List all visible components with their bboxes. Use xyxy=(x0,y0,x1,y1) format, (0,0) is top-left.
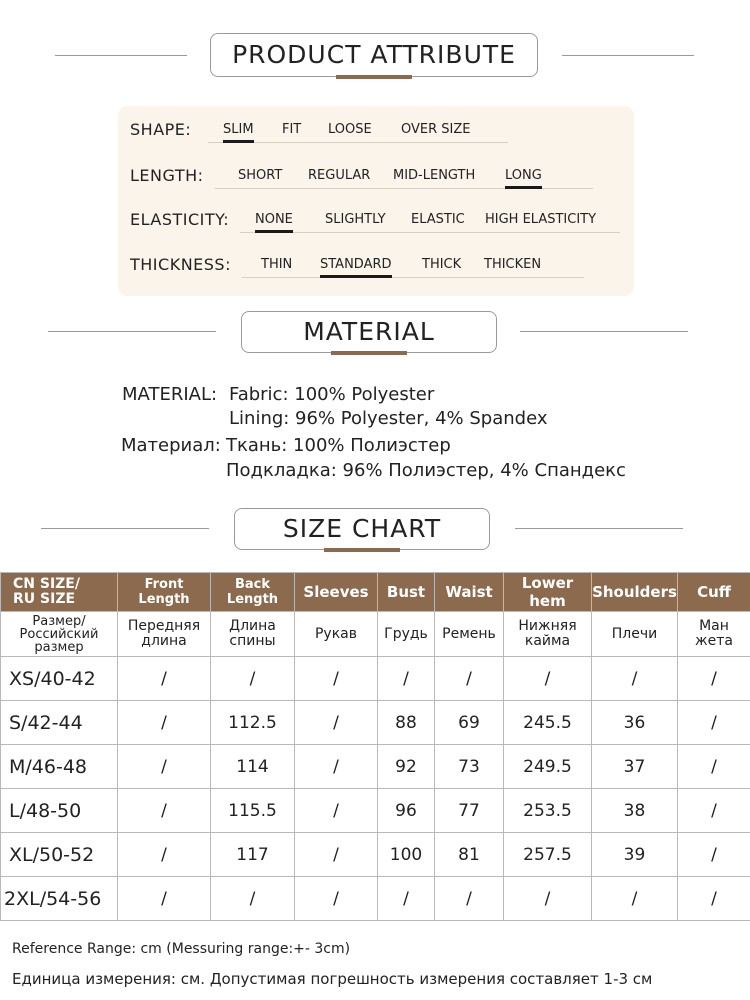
table-cell: / xyxy=(592,657,678,701)
table-cell: / xyxy=(295,833,378,877)
attribute-option: MID-LENGTH xyxy=(393,168,476,183)
table-cell: 257.5 xyxy=(504,833,592,877)
table-cell: 36 xyxy=(592,701,678,745)
table-cell: / xyxy=(295,877,378,921)
table-cell: 77 xyxy=(435,789,504,833)
column-header-ru: Ман жета xyxy=(678,612,750,657)
table-cell: 117 xyxy=(211,833,295,877)
table-cell: / xyxy=(592,877,678,921)
column-header-ru: Размер/ Российский размер xyxy=(1,612,118,657)
table-cell: / xyxy=(295,701,378,745)
table-cell: / xyxy=(678,657,750,701)
title-underline xyxy=(336,75,412,79)
table-cell: / xyxy=(118,657,211,701)
table-cell: 88 xyxy=(378,701,435,745)
table-cell: 37 xyxy=(592,745,678,789)
attribute-option: HIGH ELASTICITY xyxy=(485,212,597,227)
table-cell: / xyxy=(211,657,295,701)
table-cell: / xyxy=(504,657,592,701)
table-cell: 38 xyxy=(592,789,678,833)
table-row xyxy=(1,657,750,701)
attribute-label: SHAPE: xyxy=(130,120,192,139)
table-row xyxy=(1,701,750,745)
table-cell: 115.5 xyxy=(211,789,295,833)
attribute-option: OVER SIZE xyxy=(401,122,471,137)
attribute-option: LONG xyxy=(505,168,542,183)
size-label-cell: L/48-50 xyxy=(1,789,118,833)
reference-note-ru: Единица измерения: см. Допустимая погрешность измерения составляет 1-3 см xyxy=(12,970,653,988)
table-cell: / xyxy=(118,789,211,833)
table-cell: / xyxy=(295,657,378,701)
section-title: SIZE CHART xyxy=(282,514,442,543)
table-cell: 114 xyxy=(211,745,295,789)
divider-line xyxy=(55,55,187,56)
column-header: Waist xyxy=(435,573,504,612)
attribute-option: NONE xyxy=(255,212,293,227)
material-banner xyxy=(241,311,497,353)
attribute-option: THICKEN xyxy=(484,257,542,272)
table-cell: 39 xyxy=(592,833,678,877)
attribute-option: REGULAR xyxy=(308,168,371,183)
table-cell: / xyxy=(118,745,211,789)
column-header: Cuff xyxy=(678,573,750,612)
table-cell: / xyxy=(118,877,211,921)
size-label-cell: 2XL/54-56 xyxy=(1,877,118,921)
size-label-cell: XL/50-52 xyxy=(1,833,118,877)
material-fabric-en: Fabric: 100% Polyester xyxy=(229,384,435,405)
material-lining-ru: Подкладка: 96% Полиэстер, 4% Спандекс xyxy=(226,460,626,481)
table-cell: / xyxy=(378,877,435,921)
product-attribute-banner xyxy=(210,33,538,77)
size-label-cell: M/46-48 xyxy=(1,745,118,789)
column-header: Bust xyxy=(378,573,435,612)
divider-line xyxy=(515,528,683,529)
title-underline xyxy=(331,351,407,355)
table-cell: / xyxy=(295,789,378,833)
table-cell: / xyxy=(118,701,211,745)
attribute-option: SLIM xyxy=(223,122,254,137)
divider-line xyxy=(41,528,209,529)
divider-line xyxy=(48,331,216,332)
table-cell: 69 xyxy=(435,701,504,745)
material-lining-en: Lining: 96% Polyester, 4% Spandex xyxy=(229,408,548,429)
title-underline xyxy=(324,548,400,552)
table-row xyxy=(1,833,750,877)
table-cell: / xyxy=(435,877,504,921)
attribute-panel xyxy=(118,106,634,296)
attribute-label: THICKNESS: xyxy=(130,255,231,274)
table-row xyxy=(1,877,750,921)
selected-mark xyxy=(255,230,293,233)
reference-note-en: Reference Range: cm (Messuring range:+- 3cm) xyxy=(12,941,351,957)
table-cell: / xyxy=(678,877,750,921)
size-label-cell: S/42-44 xyxy=(1,701,118,745)
column-header-ru: Грудь xyxy=(378,612,435,657)
section-title: PRODUCT ATTRIBUTE xyxy=(232,40,516,69)
table-cell: 253.5 xyxy=(504,789,592,833)
attribute-option: SHORT xyxy=(238,168,283,183)
table-cell: 81 xyxy=(435,833,504,877)
size-label-cell: XS/40-42 xyxy=(1,657,118,701)
column-header-ru: Плечи xyxy=(592,612,678,657)
column-header: Shoulders xyxy=(592,573,678,612)
column-header: Lower hem xyxy=(504,573,592,612)
attribute-option: THICK xyxy=(422,257,462,272)
table-cell: / xyxy=(504,877,592,921)
material-fabric-ru: Ткань: 100% Полиэстер xyxy=(226,435,451,456)
column-header-ru: Ремень xyxy=(435,612,504,657)
size-chart-banner xyxy=(234,508,490,550)
attribute-rule xyxy=(242,277,584,278)
table-cell: 112.5 xyxy=(211,701,295,745)
table-cell: / xyxy=(678,745,750,789)
column-header: Front Length xyxy=(118,573,211,612)
column-header-ru: Нижняя кайма xyxy=(504,612,592,657)
selected-mark xyxy=(320,275,392,278)
table-cell: / xyxy=(211,877,295,921)
table-cell: 96 xyxy=(378,789,435,833)
table-cell: 245.5 xyxy=(504,701,592,745)
size-table-body xyxy=(1,657,750,921)
column-header: Back Length xyxy=(211,573,295,612)
table-cell: 100 xyxy=(378,833,435,877)
table-row xyxy=(1,745,750,789)
attribute-label: ELASTICITY: xyxy=(130,210,230,229)
section-title: MATERIAL xyxy=(303,317,435,346)
table-cell: 249.5 xyxy=(504,745,592,789)
selected-mark xyxy=(223,140,254,143)
table-cell: / xyxy=(295,745,378,789)
header-row-ru xyxy=(1,612,750,657)
table-cell: / xyxy=(118,833,211,877)
table-cell: / xyxy=(435,657,504,701)
selected-mark xyxy=(505,186,542,189)
attribute-label: LENGTH: xyxy=(130,166,204,185)
attribute-option: SLIGHTLY xyxy=(325,212,386,227)
table-cell: 92 xyxy=(378,745,435,789)
column-header: CN SIZE/ RU SIZE xyxy=(1,573,118,612)
divider-line xyxy=(520,331,688,332)
header-row-en xyxy=(1,573,750,612)
attribute-option: THIN xyxy=(261,257,293,272)
column-header-ru: Длина спины xyxy=(211,612,295,657)
attribute-option: STANDARD xyxy=(320,257,392,272)
attribute-option: LOOSE xyxy=(328,122,372,137)
material-label-ru: Материал: xyxy=(121,435,221,456)
table-cell: / xyxy=(678,789,750,833)
attribute-option: FIT xyxy=(282,122,302,137)
table-cell: / xyxy=(378,657,435,701)
column-header: Sleeves xyxy=(295,573,378,612)
table-row xyxy=(1,789,750,833)
table-cell: 73 xyxy=(435,745,504,789)
attribute-rule xyxy=(240,232,620,233)
column-header-ru: Передняя длина xyxy=(118,612,211,657)
size-table xyxy=(0,572,750,921)
attribute-option: ELASTIC xyxy=(411,212,465,227)
table-cell: / xyxy=(678,701,750,745)
material-label-en: MATERIAL: xyxy=(122,384,218,405)
divider-line xyxy=(562,55,694,56)
column-header-ru: Рукав xyxy=(295,612,378,657)
table-cell: / xyxy=(678,833,750,877)
